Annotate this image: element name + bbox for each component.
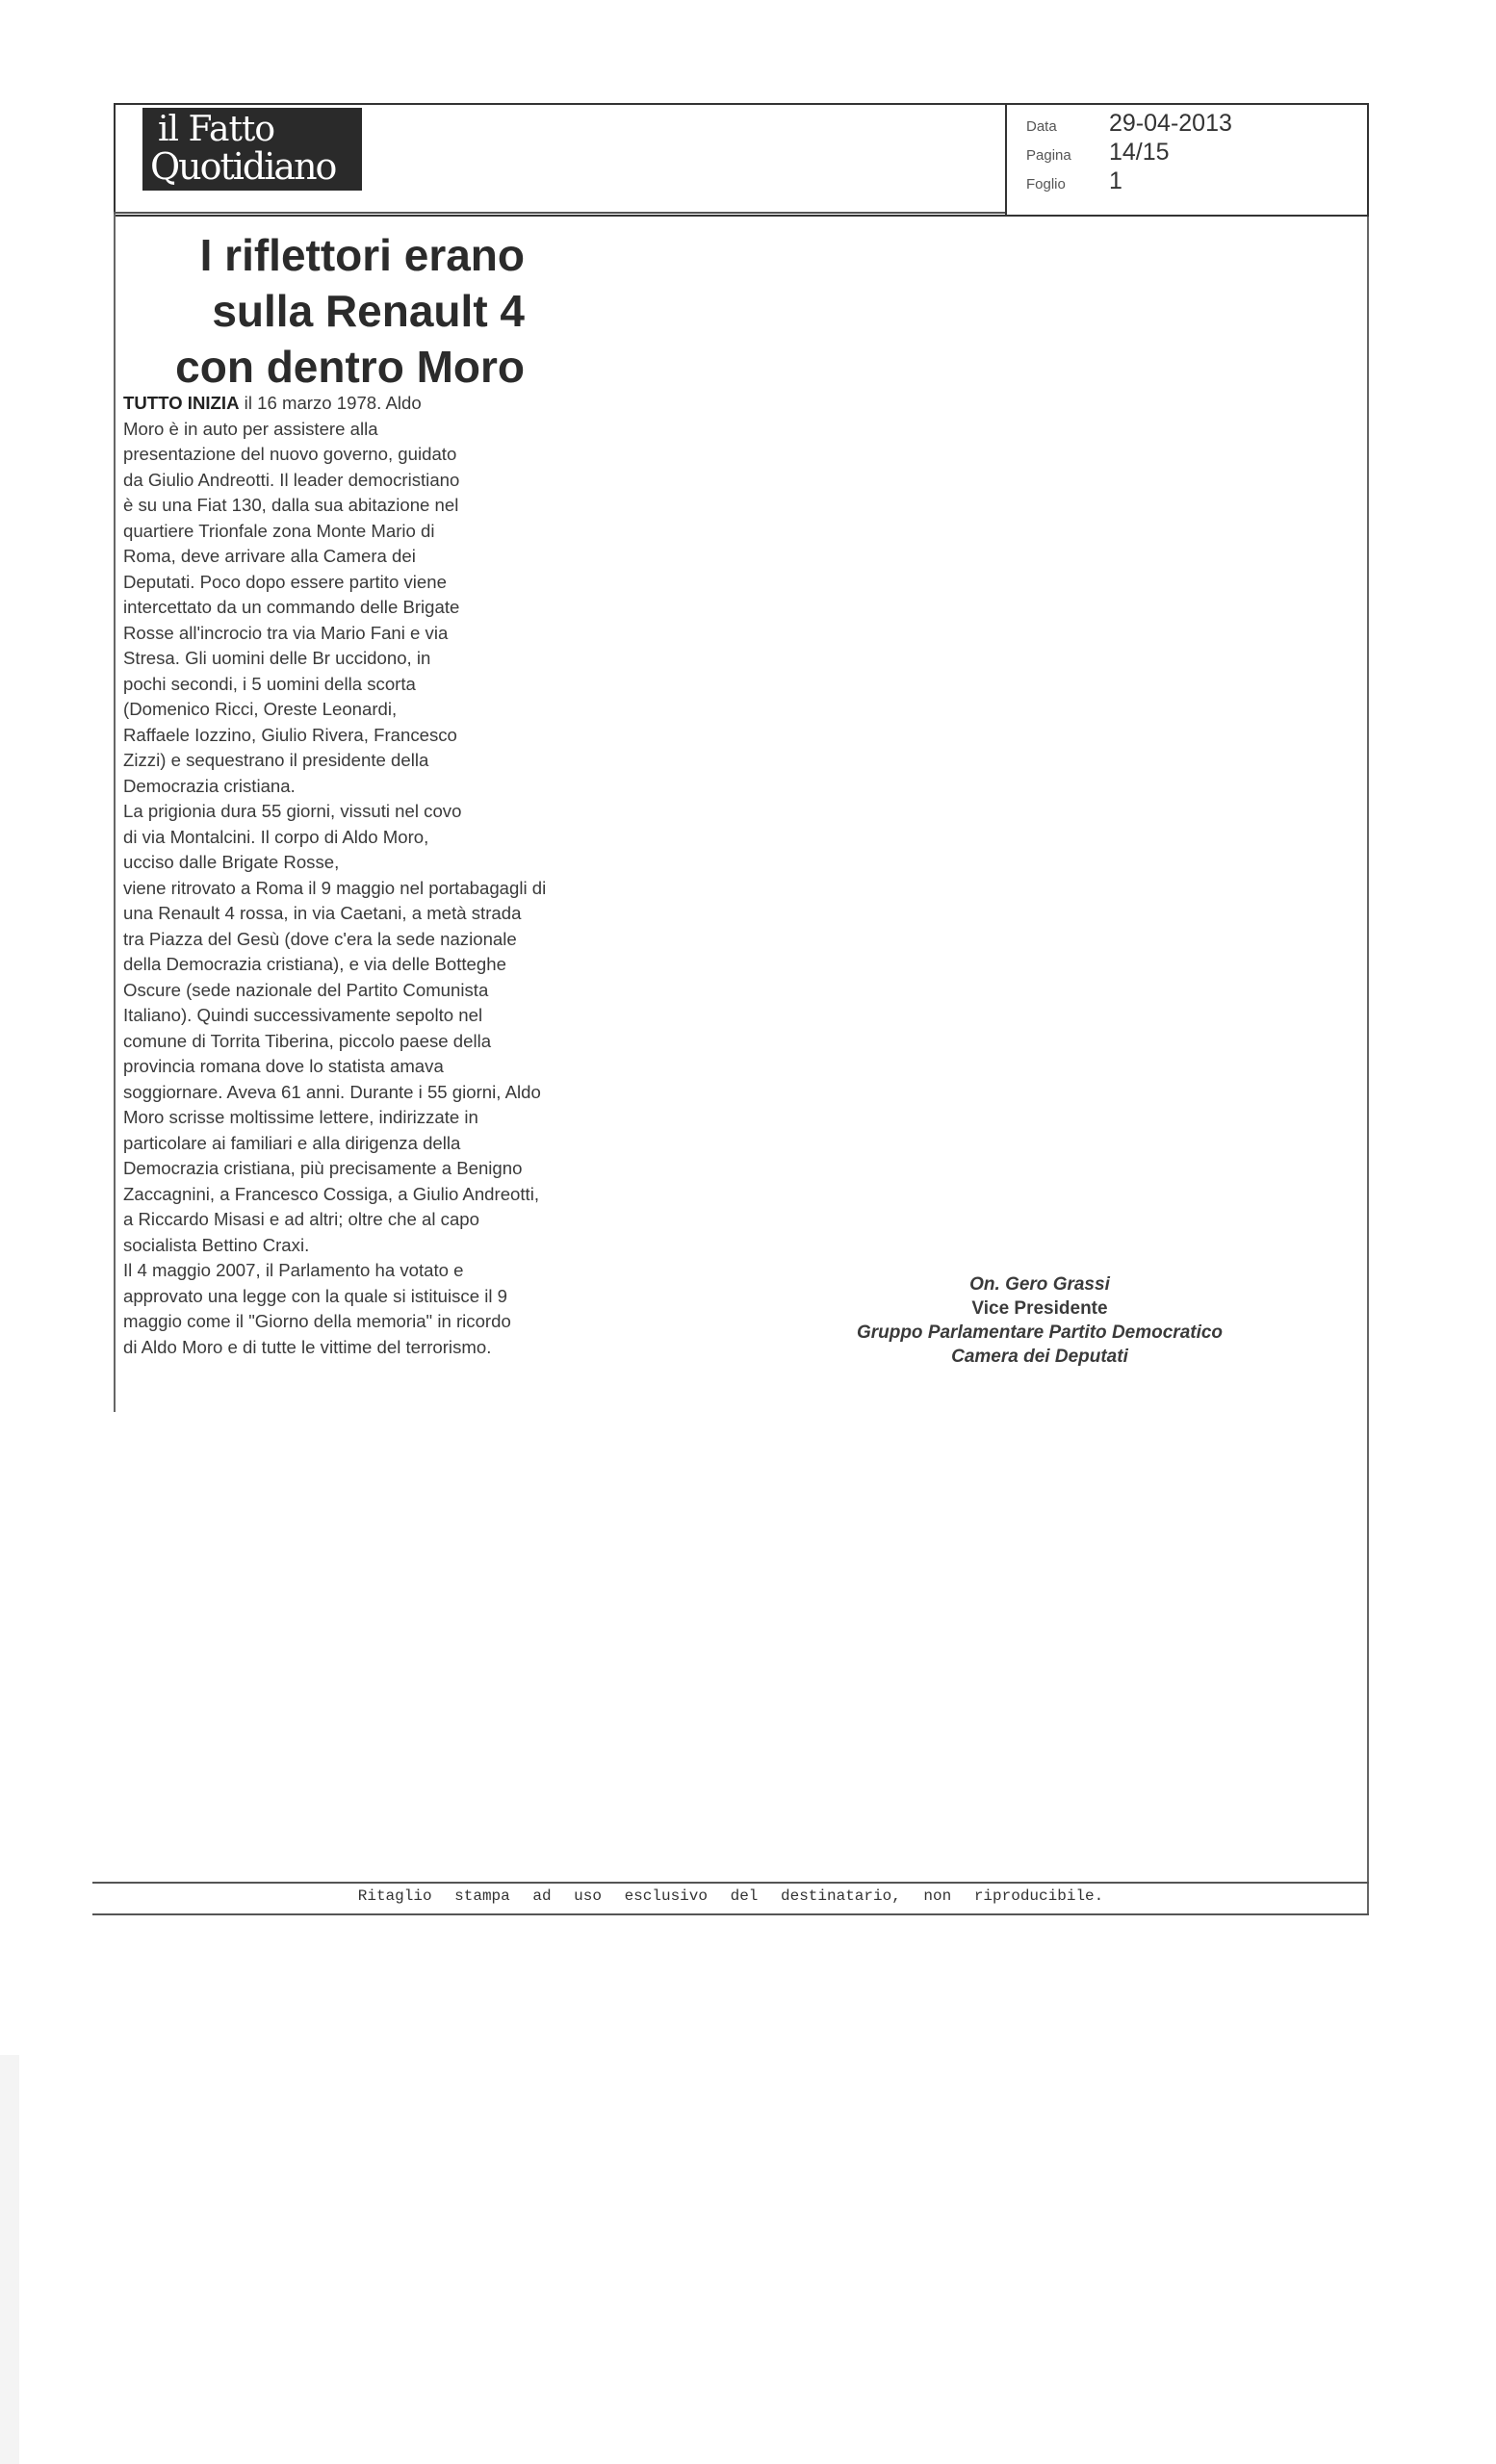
signature-block	[838, 1272, 1242, 1369]
article-frame-left	[114, 214, 116, 1412]
article-lead: TUTTO INIZIA	[123, 393, 240, 413]
logo-line-1: il Fatto	[158, 110, 275, 149]
signature-name: On. Gero Grassi	[969, 1274, 1110, 1295]
footer-rule-top	[92, 1882, 1369, 1884]
article-headline: I riflettori erano sulla Renault 4 con dentro Moro	[175, 230, 525, 392]
sheet-value: 1	[1109, 167, 1122, 194]
sheet-label: Foglio	[1026, 176, 1066, 192]
article-paragraph-3: Il 4 maggio 2007, il Parlamento ha votato e approvato una legge con la quale si istituisce il 9 maggio come il "Giorno della memoria" in ricordo di Aldo Moro e di tutte le vittime del terrorismo.	[123, 1260, 511, 1357]
meta-date	[1026, 110, 1232, 139]
article-body	[123, 391, 547, 1360]
article-paragraph-2b: viene ritrovato a Roma il 9 maggio nel portabagagli di una Renault 4 rossa, in via Caetani, a metà strada tra Piazza del Gesù (dove c'era la sede nazionale della Democrazia cristiana), e via delle Botteghe Oscure (sede nazionale del Partito Comunista Italiano). Quindi successivamente sepolto nel comune di Torrita Tiberina, piccolo paese della provincia romana dove lo statista amava soggiornare. Aveva 61 anni. Durante i 55 giorni, Aldo Moro scrisse moltissime lettere, indirizzate in particolare ai familiari e alla dirigenza della Democrazia cristiana, più precisamente a Benigno Zaccagnini, a Francesco Cossiga, a Giulio Andreotti, a Riccardo Misasi e ad altri; oltre che al capo socialista Bettino Craxi.	[123, 877, 547, 1255]
paragraph-1-text: il 16 marzo 1978. Aldo Moro è in auto per assistere alla presentazione del nuovo governo, guidato da Giulio Andreotti. Il leader democristiano è su una Fiat 130, dalla sua abitazione nel quartiere Trionfale zona Monte Mario di Roma, deve arrivare alla Camera dei Deputati. Poco dopo essere partito viene intercettato da un commando delle Brigate Rosse all'incrocio tra via Mario Fani e via Stresa. Gli uomini delle Br uccidono, in pochi secondi, i 5 uomini della scorta (Domenico Ricci, Oreste Leonardi, Raffaele Iozzino, Giulio Rivera, Francesco Zizzi) e sequestrano il presidente della Democrazia cristiana.	[123, 393, 460, 796]
footer-rule-bottom	[92, 1913, 1369, 1915]
meta-sheet	[1026, 167, 1232, 196]
article-paragraph-2a: La prigionia dura 55 giorni, vissuti nel covo di via Montalcini. Il corpo di Aldo Moro, ucciso dalle Brigate Rosse,	[123, 801, 462, 872]
signature-chamber: Camera dei Deputati	[951, 1347, 1128, 1367]
article-frame-right	[1367, 217, 1369, 1915]
page-value: 14/15	[1109, 139, 1170, 166]
logo-line-2: Quotidiano	[150, 145, 336, 188]
scan-edge	[0, 2055, 19, 2464]
header-underline	[114, 212, 1005, 214]
newspaper-logo	[142, 108, 362, 191]
meta-page	[1026, 139, 1232, 167]
article-paragraph-1	[123, 391, 462, 799]
signature-title: Vice Presidente	[971, 1298, 1108, 1319]
signature-group: Gruppo Parlamentare Partito Democratico	[856, 1322, 1224, 1343]
clipping-metadata	[1026, 110, 1232, 196]
date-label: Data	[1026, 118, 1057, 135]
date-value: 29-04-2013	[1109, 110, 1232, 137]
page-label: Pagina	[1026, 147, 1071, 164]
header-divider	[1005, 103, 1007, 217]
footer-notice: Ritaglio stampa ad uso esclusivo del destinatario, non riproducibile.	[357, 1887, 1104, 1905]
